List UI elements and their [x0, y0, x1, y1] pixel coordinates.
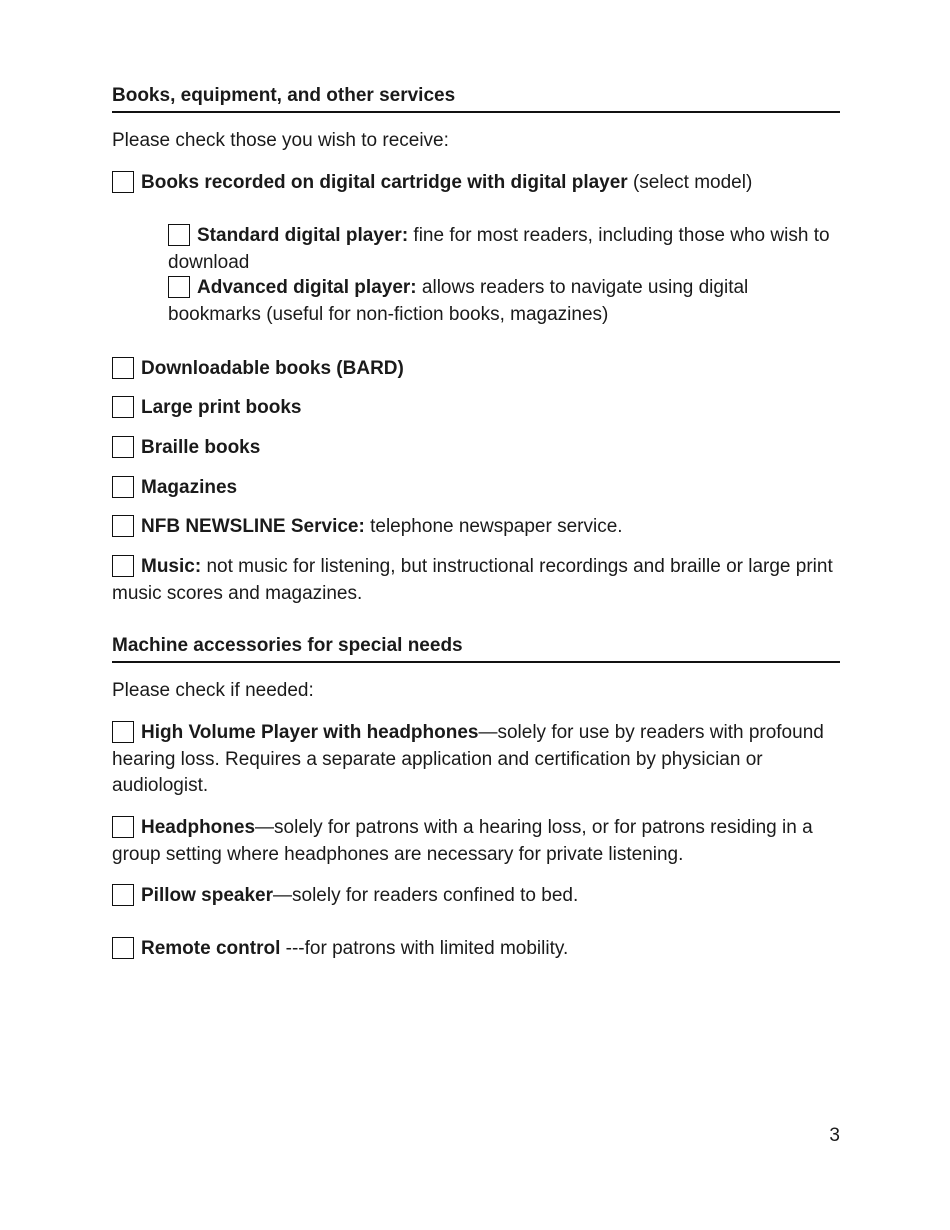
option-pillow-speaker: [112, 883, 840, 910]
option-high-volume-player: [112, 720, 840, 800]
section-intro-accessories: Please check if needed:: [112, 680, 314, 701]
checkbox-advanced-player[interactable]: [168, 276, 190, 298]
option-label: Pillow speaker: [141, 885, 274, 906]
option-description: —solely for readers confined to bed.: [273, 885, 579, 906]
checkbox-music[interactable]: [112, 555, 134, 577]
option-label: Remote control: [141, 938, 281, 959]
option-label: NFB NEWSLINE Service:: [141, 516, 365, 537]
form-page: [112, 0, 840, 1230]
section-intro-books: Please check those you wish to receive:: [112, 130, 449, 151]
checkbox-remote-control[interactable]: [112, 937, 134, 959]
option-label: Standard digital player:: [197, 225, 409, 246]
option-label: High Volume Player with headphones: [141, 722, 479, 743]
option-remote-control: [112, 936, 840, 963]
option-description: ---for patrons with limited mobility.: [280, 938, 569, 959]
option-label: Advanced digital player:: [197, 277, 417, 298]
checkbox-headphones[interactable]: [112, 816, 134, 838]
option-standard-player: [168, 223, 840, 276]
checkbox-magazines[interactable]: [112, 476, 134, 498]
option-label: Books recorded on digital cartridge with digital player: [141, 172, 628, 193]
option-braille-books: [112, 435, 840, 462]
option-label: Music:: [141, 556, 202, 577]
option-downloadable-books: [112, 356, 840, 383]
option-label: Headphones: [141, 817, 256, 838]
option-label: Braille books: [141, 437, 261, 458]
checkbox-large-print[interactable]: [112, 396, 134, 418]
option-description: —solely for patrons with a hearing loss, or for patrons residing in a group setting where headphones are necessary for private listening.: [112, 817, 813, 865]
option-digital-cartridge: [112, 170, 840, 197]
option-large-print: [112, 395, 840, 422]
checkbox-digital-cartridge[interactable]: [112, 171, 134, 193]
page-number: 3: [829, 1125, 840, 1146]
section-heading-books: Books, equipment, and other services: [112, 84, 840, 113]
option-label: Downloadable books (BARD): [141, 358, 404, 379]
option-music: [112, 554, 840, 607]
option-headphones: [112, 815, 840, 868]
checkbox-standard-player[interactable]: [168, 224, 190, 246]
checkbox-nfb-newsline[interactable]: [112, 515, 134, 537]
option-label: Magazines: [141, 477, 238, 498]
option-label: Large print books: [141, 397, 302, 418]
option-description: telephone newspaper service.: [364, 516, 623, 537]
option-nfb-newsline: [112, 514, 840, 541]
option-advanced-player: [168, 275, 840, 328]
checkbox-high-volume-player[interactable]: [112, 721, 134, 743]
checkbox-pillow-speaker[interactable]: [112, 884, 134, 906]
option-description: (select model): [627, 172, 753, 193]
option-description: fine for most readers, including those who wish to download: [168, 225, 830, 273]
section-heading-accessories: Machine accessories for special needs: [112, 634, 840, 663]
option-description: not music for listening, but instructional recordings and braille or large print music scores and magazines.: [112, 556, 833, 604]
option-description: —solely for use by readers with profound hearing loss. Requires a separate application and certification by physician or audiologist.: [112, 722, 824, 796]
checkbox-braille-books[interactable]: [112, 436, 134, 458]
option-magazines: [112, 475, 840, 502]
checkbox-downloadable-books[interactable]: [112, 357, 134, 379]
option-description: allows readers to navigate using digital bookmarks (useful for non-fiction books, magazines): [168, 277, 749, 325]
